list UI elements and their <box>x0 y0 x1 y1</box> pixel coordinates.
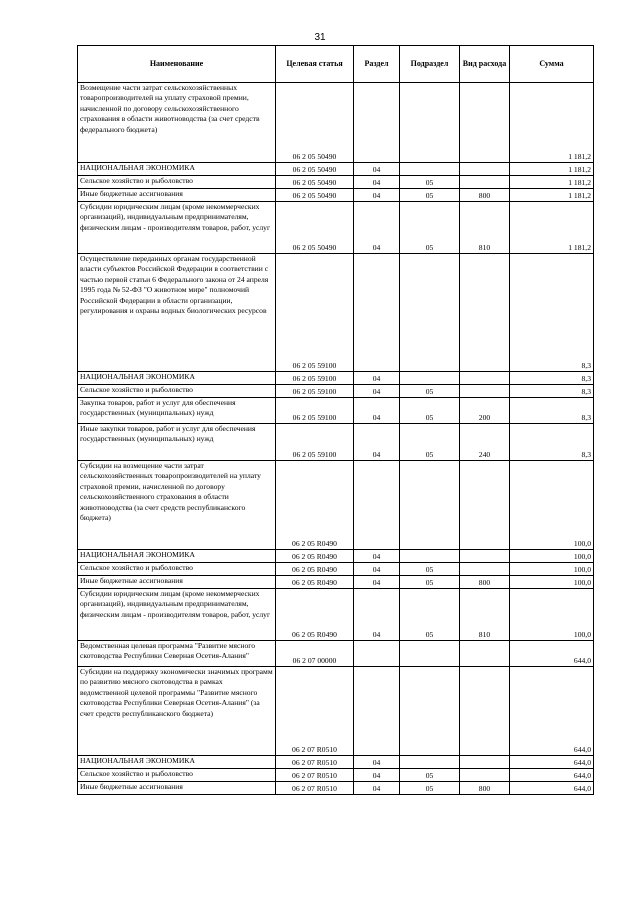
cell-section: 04 <box>354 756 400 769</box>
cell-subsection <box>400 641 460 667</box>
table-row <box>78 202 594 254</box>
table-row <box>78 756 594 769</box>
cell-name: Сельское хозяйство и рыболовство <box>78 176 276 189</box>
page-number: 31 <box>314 32 326 43</box>
cell-subsection: 05 <box>400 189 460 202</box>
cell-name: Иные бюджетные ассигнования <box>78 576 276 589</box>
cell-section: 04 <box>354 563 400 576</box>
table-row <box>78 667 594 756</box>
cell-name: Субсидии юридическим лицам (кроме некоммерческих организаций), индивидуальным предпринимателям, физическим лицам - производителям товаров, работ, услуг <box>78 202 276 254</box>
cell-type <box>460 667 510 756</box>
cell-name: Субсидии на возмещение части затрат сельскохозяйственных товаропроизводителей на уплату страховой премии, начисленной по договору сельскохозяйственного страхования в области животноводства (за счет средств республиканского бюджета) <box>78 461 276 550</box>
cell-sum: 644,0 <box>510 769 594 782</box>
cell-sum: 8,3 <box>510 424 594 461</box>
cell-sum: 1 181,2 <box>510 163 594 176</box>
table-body <box>78 83 594 795</box>
cell-target: 06 2 07 00000 <box>276 641 354 667</box>
cell-subsection <box>400 254 460 372</box>
cell-name: Иные бюджетные ассигнования <box>78 782 276 795</box>
cell-section: 04 <box>354 424 400 461</box>
cell-sum: 100,0 <box>510 550 594 563</box>
header-sum: Сумма <box>510 46 594 83</box>
cell-name: Осуществление переданных органам государственной власти субъектов Российской Федерации в соответствии с частью первой статьи 6 Федерального закона от 24 апреля 1995 года № 52-ФЗ "О животном мире" полномочий Российской Федерации в области организации, регулирования и охраны водных биологических ресурсов <box>78 254 276 372</box>
cell-subsection: 05 <box>400 424 460 461</box>
cell-subsection: 05 <box>400 176 460 189</box>
cell-sum: 1 181,2 <box>510 202 594 254</box>
cell-subsection: 05 <box>400 563 460 576</box>
cell-name: Субсидии на поддержку экономически значимых программ по развитию мясного скотоводства в рамках ведомственной целевой программы "Развитие мясного скотоводства Республики Северная Осетия-Алания" (за счет средств республиканского бюджета) <box>78 667 276 756</box>
cell-section: 04 <box>354 189 400 202</box>
cell-type <box>460 461 510 550</box>
cell-subsection <box>400 550 460 563</box>
cell-type: 810 <box>460 202 510 254</box>
table-row <box>78 576 594 589</box>
cell-sum: 1 181,2 <box>510 189 594 202</box>
cell-type: 800 <box>460 576 510 589</box>
cell-subsection: 05 <box>400 576 460 589</box>
table-row <box>78 385 594 398</box>
cell-subsection <box>400 372 460 385</box>
cell-name: Ведомственная целевая программа "Развитие мясного скотоводства Республики Северная Осетия-Алания" <box>78 641 276 667</box>
cell-name: Иные закупки товаров, работ и услуг для обеспечения государственных (муниципальных) нужд <box>78 424 276 461</box>
cell-subsection <box>400 163 460 176</box>
cell-sum: 644,0 <box>510 641 594 667</box>
cell-type <box>460 756 510 769</box>
header-subsection: Подраздел <box>400 46 460 83</box>
table-header-row <box>78 46 594 83</box>
cell-target: 06 2 05 59100 <box>276 372 354 385</box>
cell-type: 810 <box>460 589 510 641</box>
cell-sum: 100,0 <box>510 589 594 641</box>
table-row <box>78 424 594 461</box>
cell-target: 06 2 05 50490 <box>276 163 354 176</box>
cell-target: 06 2 07 R0510 <box>276 667 354 756</box>
cell-target: 06 2 07 R0510 <box>276 756 354 769</box>
table-row <box>78 550 594 563</box>
cell-target: 06 2 05 50490 <box>276 202 354 254</box>
cell-name: НАЦИОНАЛЬНАЯ ЭКОНОМИКА <box>78 372 276 385</box>
cell-name: НАЦИОНАЛЬНАЯ ЭКОНОМИКА <box>78 550 276 563</box>
cell-section: 04 <box>354 550 400 563</box>
table-row <box>78 641 594 667</box>
table-row <box>78 782 594 795</box>
cell-type <box>460 641 510 667</box>
cell-target: 06 2 05 R0490 <box>276 589 354 641</box>
cell-section <box>354 254 400 372</box>
cell-name: Сельское хозяйство и рыболовство <box>78 385 276 398</box>
cell-type: 800 <box>460 782 510 795</box>
cell-name: Сельское хозяйство и рыболовство <box>78 769 276 782</box>
table-row <box>78 83 594 163</box>
table-row <box>78 163 594 176</box>
cell-subsection <box>400 461 460 550</box>
cell-sum: 100,0 <box>510 563 594 576</box>
cell-sum: 1 181,2 <box>510 176 594 189</box>
table-row <box>78 563 594 576</box>
cell-name: Иные бюджетные ассигнования <box>78 189 276 202</box>
cell-subsection: 05 <box>400 202 460 254</box>
cell-section <box>354 83 400 163</box>
cell-name: Субсидии юридическим лицам (кроме некоммерческих организаций), индивидуальным предпринимателям, физическим лицам - производителям товаров, работ, услуг <box>78 589 276 641</box>
table-row <box>78 769 594 782</box>
cell-sum: 8,3 <box>510 398 594 424</box>
cell-target: 06 2 05 59100 <box>276 398 354 424</box>
cell-type <box>460 176 510 189</box>
cell-type <box>460 254 510 372</box>
budget-table <box>77 45 594 795</box>
cell-type <box>460 550 510 563</box>
cell-target: 06 2 05 59100 <box>276 385 354 398</box>
cell-target: 06 2 07 R0510 <box>276 769 354 782</box>
cell-section: 04 <box>354 163 400 176</box>
cell-sum: 644,0 <box>510 756 594 769</box>
cell-type <box>460 769 510 782</box>
cell-type: 800 <box>460 189 510 202</box>
cell-subsection: 05 <box>400 398 460 424</box>
cell-type <box>460 372 510 385</box>
cell-section <box>354 461 400 550</box>
cell-type <box>460 83 510 163</box>
table-row <box>78 176 594 189</box>
cell-section: 04 <box>354 589 400 641</box>
cell-sum: 644,0 <box>510 782 594 795</box>
cell-name: НАЦИОНАЛЬНАЯ ЭКОНОМИКА <box>78 163 276 176</box>
cell-section: 04 <box>354 398 400 424</box>
cell-subsection <box>400 83 460 163</box>
cell-sum: 644,0 <box>510 667 594 756</box>
cell-subsection: 05 <box>400 769 460 782</box>
cell-target: 06 2 05 R0490 <box>276 550 354 563</box>
cell-subsection: 05 <box>400 589 460 641</box>
header-name: Наименование <box>78 46 276 83</box>
table-row <box>78 461 594 550</box>
cell-section: 04 <box>354 372 400 385</box>
cell-subsection: 05 <box>400 782 460 795</box>
cell-type: 240 <box>460 424 510 461</box>
cell-section: 04 <box>354 202 400 254</box>
cell-section: 04 <box>354 176 400 189</box>
cell-name: Сельское хозяйство и рыболовство <box>78 563 276 576</box>
cell-sum: 100,0 <box>510 461 594 550</box>
cell-target: 06 2 07 R0510 <box>276 782 354 795</box>
cell-section: 04 <box>354 576 400 589</box>
cell-type <box>460 385 510 398</box>
cell-name: Возмещение части затрат сельскохозяйственных товаропроизводителей на уплату страховой премии, начисленной по договору сельскохозяйственного страхования в области животноводства (за счет средств федерального бюджета) <box>78 83 276 163</box>
cell-subsection: 05 <box>400 385 460 398</box>
table-row <box>78 589 594 641</box>
cell-target: 06 2 05 50490 <box>276 176 354 189</box>
cell-sum: 8,3 <box>510 385 594 398</box>
cell-section <box>354 641 400 667</box>
cell-sum: 8,3 <box>510 254 594 372</box>
cell-target: 06 2 05 R0490 <box>276 576 354 589</box>
table-row <box>78 254 594 372</box>
cell-sum: 100,0 <box>510 576 594 589</box>
cell-section: 04 <box>354 782 400 795</box>
table-row <box>78 398 594 424</box>
cell-sum: 8,3 <box>510 372 594 385</box>
cell-section: 04 <box>354 769 400 782</box>
header-type: Вид расхода <box>460 46 510 83</box>
cell-target: 06 2 05 R0490 <box>276 563 354 576</box>
cell-target: 06 2 05 59100 <box>276 424 354 461</box>
cell-subsection <box>400 756 460 769</box>
table-row <box>78 189 594 202</box>
cell-target: 06 2 05 50490 <box>276 189 354 202</box>
cell-name: Закупка товаров, работ и услуг для обеспечения государственных (муниципальных) нужд <box>78 398 276 424</box>
table-row <box>78 372 594 385</box>
cell-sum: 1 181,2 <box>510 83 594 163</box>
cell-type <box>460 563 510 576</box>
cell-section <box>354 667 400 756</box>
cell-type: 200 <box>460 398 510 424</box>
cell-section: 04 <box>354 385 400 398</box>
cell-target: 06 2 05 R0490 <box>276 461 354 550</box>
header-target: Целевая статья <box>276 46 354 83</box>
cell-name: НАЦИОНАЛЬНАЯ ЭКОНОМИКА <box>78 756 276 769</box>
cell-target: 06 2 05 50490 <box>276 83 354 163</box>
cell-target: 06 2 05 59100 <box>276 254 354 372</box>
header-section: Раздел <box>354 46 400 83</box>
cell-type <box>460 163 510 176</box>
cell-subsection <box>400 667 460 756</box>
